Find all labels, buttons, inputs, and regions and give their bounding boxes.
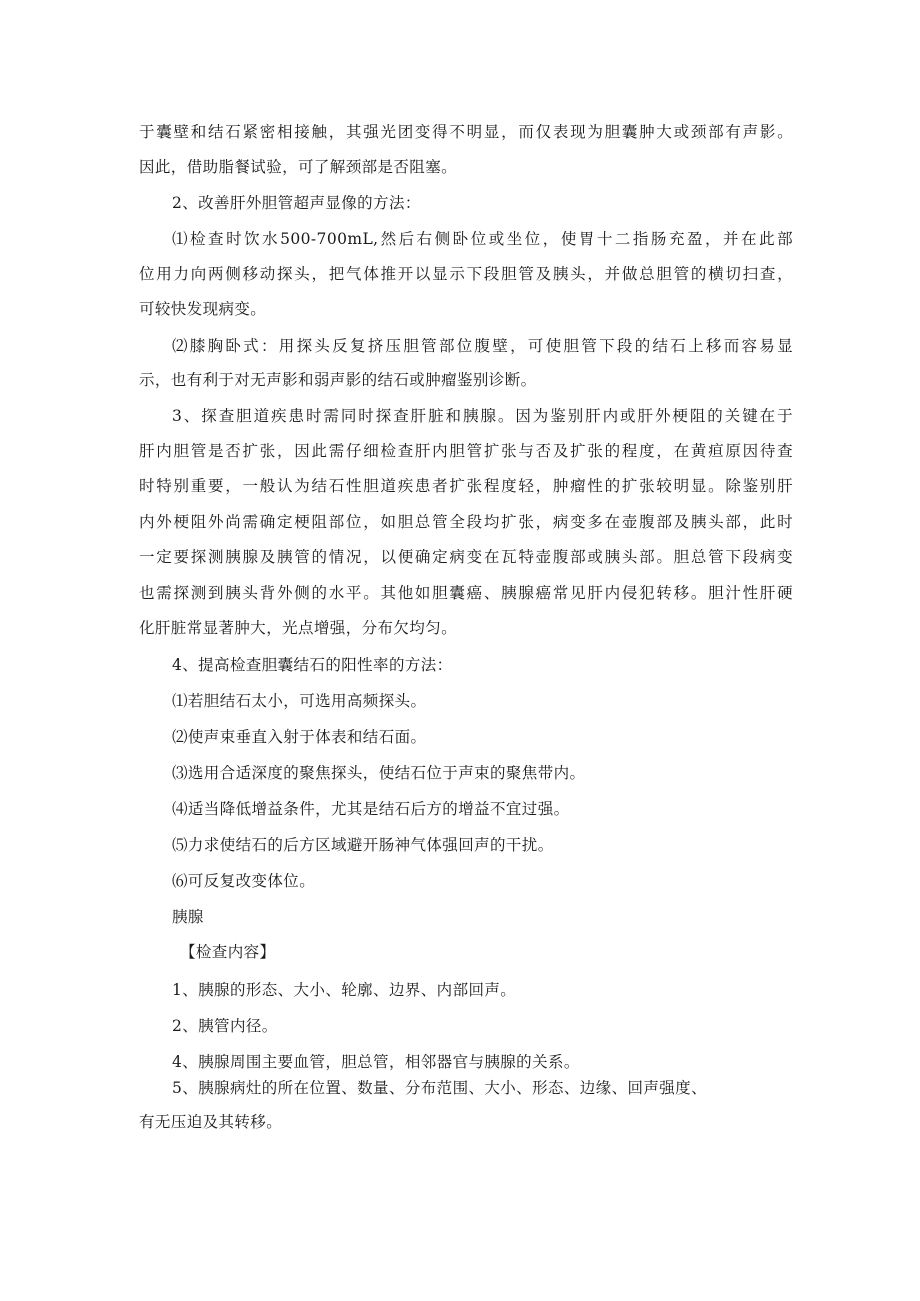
- list-4-item-5: ⑸力求使结石的后方区域避开肠神气体强回声的干扰。: [172, 836, 554, 854]
- item-2-1-line-3: 可较快发现病变。: [139, 300, 267, 318]
- list-4-item-2: ⑵使声束垂直入射于体表和结石面。: [172, 728, 427, 746]
- heading-4: 4、提高检查胆囊结石的阳性率的方法：: [172, 656, 453, 674]
- paragraph-1-line-2: 因此，借助脂餐试验，可了解颈部是否阻塞。: [139, 158, 458, 176]
- paragraph-3-line-1: 3、探查胆道疾患时需同时探查肝脏和胰腺。因为鉴别肝内或肝外梗阻的关键在于: [172, 407, 793, 425]
- pancreas-item-4: 4、胰腺周围主要血管，胆总管，相邻器官与胰腺的关系。: [172, 1053, 580, 1071]
- pancreas-item-1: 1、胰腺的形态、大小、轮廓、边界、内部回声。: [172, 981, 517, 999]
- item-2-1-line-1: ⑴检查时饮水500-700mL,然后右侧卧位或坐位，使胃十二指肠充盈，并在此部: [172, 230, 793, 248]
- paragraph-3-line-6: 也需探测到胰头背外侧的水平。其他如胆囊癌、胰腺癌常见肝内侵犯转移。胆汁性肝硬: [139, 584, 793, 602]
- list-4-item-6: ⑹可反复改变体位。: [172, 872, 316, 890]
- pancreas-item-2: 2、胰管内径。: [172, 1017, 278, 1035]
- paragraph-3-line-7: 化肝脏常显著肿大，光点增强，分布欠均匀。: [139, 619, 458, 637]
- list-4-item-3: ⑶选用合适深度的聚焦探头，使结石位于声束的聚焦带内。: [172, 764, 586, 782]
- subsection-title-exam-content: 【检查内容】: [180, 943, 276, 961]
- section-title-pancreas: 胰腺: [172, 908, 204, 926]
- paragraph-3-line-3: 时特别重要，一般认为结石性胆道疾患者扩张程度轻，肿瘤性的扩张较明显。除鉴别肝: [139, 477, 793, 495]
- pancreas-item-5-line-2: 有无压迫及其转移。: [139, 1113, 283, 1131]
- heading-2: 2、改善肝外胆管超声显像的方法：: [172, 194, 421, 212]
- paragraph-1-line-1: 于囊壁和结石紧密相接触，其强光团变得不明显，而仅表现为胆囊肿大或颈部有声影。: [139, 123, 793, 141]
- pancreas-item-5-line-1: 5、胰腺病灶的所在位置、数量、分布范围、大小、形态、边缘、回声强度、: [172, 1079, 707, 1097]
- list-4-item-1: ⑴若胆结石太小，可选用高频探头。: [172, 692, 427, 710]
- paragraph-3-line-2: 肝内胆管是否扩张，因此需仔细检查肝内胆管扩张与否及扩张的程度，在黄疸原因待查: [139, 442, 793, 460]
- item-2-1-line-2: 位用力向两侧移动探头，把气体推开以显示下段胆管及胰头，并做总胆管的横切扫查，: [139, 265, 793, 283]
- paragraph-3-line-4: 内外梗阻外尚需确定梗阻部位，如胆总管全段均扩张，病变多在壶腹部及胰头部，此时: [139, 513, 793, 531]
- list-4-item-4: ⑷适当降低增益条件，尤其是结石后方的增益不宜过强。: [172, 800, 570, 818]
- paragraph-3-line-5: 一定要探测胰腺及胰管的情况，以便确定病变在瓦特壶腹部或胰头部。胆总管下段病变: [139, 548, 793, 566]
- item-2-2-line-2: 示，也有利于对无声影和弱声影的结石或肿瘤鉴别诊断。: [139, 371, 537, 389]
- item-2-2-line-1: ⑵膝胸卧式：用探头反复挤压胆管部位腹壁，可使胆管下段的结石上移而容易显: [172, 337, 793, 355]
